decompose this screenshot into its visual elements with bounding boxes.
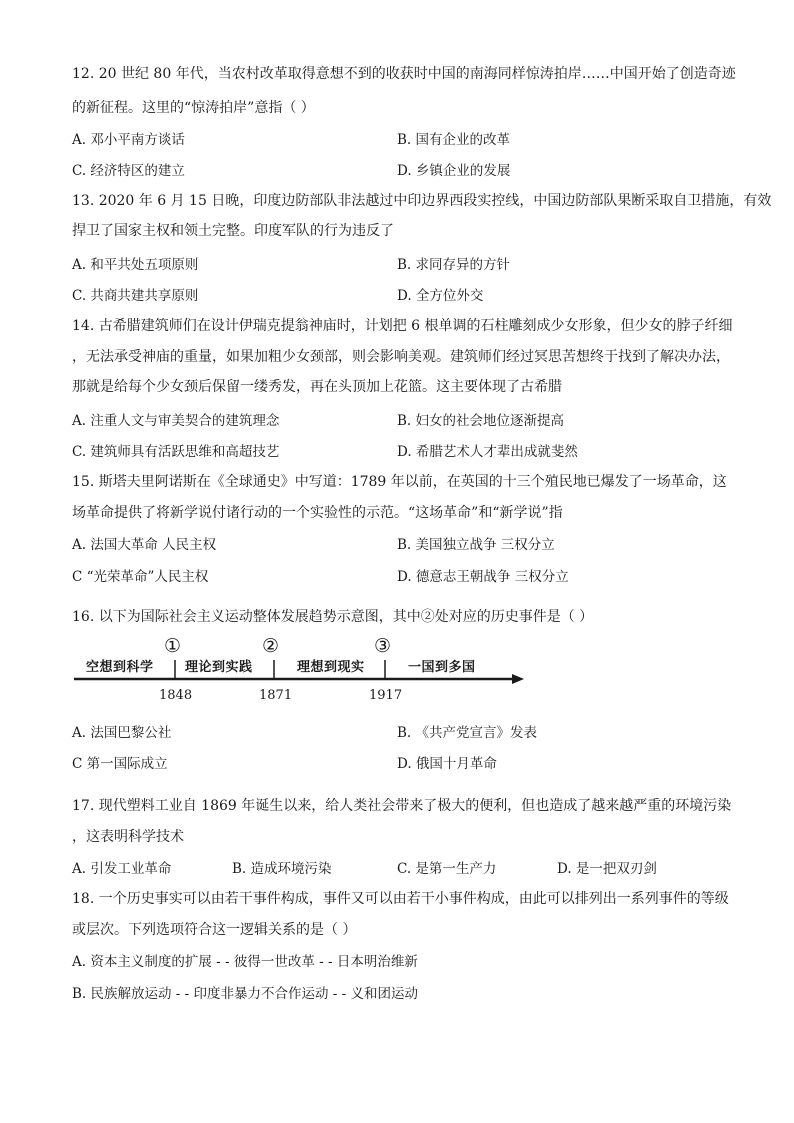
q16-stem-line1: 16. 以下为国际社会主义运动整体发展趋势示意图，其中②处对应的历史事件是（ ） [72, 609, 594, 625]
q12-option-c[interactable]: C. 经济特区的建立 [72, 163, 185, 179]
q12-stem-line2: 的新征程。这里的“惊涛拍岸”意指（ ） [72, 100, 315, 116]
q13-option-b[interactable]: B. 求同存异的方针 [397, 257, 511, 273]
q15-stem-line2: 场革命提供了将新学说付诸行动的一个实验性的示范。“这场革命”和“新学说”指 [72, 505, 563, 521]
q14-stem-line3: 那就是给每个少女颈后保留一缕秀发，再在头顶加上花篮。这主要体现了古希腊 [72, 379, 562, 395]
q18-option-b[interactable]: B. 民族解放运动 - - 印度非暴力不合作运动 - - 义和团运动 [72, 986, 418, 1002]
q18-stem-line1: 18. 一个历史事实可以由若干事件构成，事件又可以由若干小事件构成，由此可以排列出一系列事件的等级 [72, 891, 729, 907]
q14-option-c[interactable]: C. 建筑师具有活跃思维和高超技艺 [72, 444, 280, 460]
q18-stem-line2: 或层次。下列选项符合这一逻辑关系的是（ ） [72, 922, 357, 938]
q13-stem-line2: 捍卫了国家主权和领土完整。印度军队的行为违反了 [72, 223, 394, 239]
q15-option-d[interactable]: D. 德意志王朝战争 三权分立 [397, 569, 569, 585]
timeline-year-2: 1871 [259, 688, 293, 703]
timeline-arrowhead [512, 674, 524, 684]
q13-option-a[interactable]: A. 和平共处五项原则 [72, 257, 199, 273]
timeline-marker-1: ① [164, 635, 182, 657]
q15-option-b[interactable]: B. 美国独立战争 三权分立 [397, 537, 555, 553]
q13-stem-line1: 13. 2020 年 6 月 15 日晚，印度边防部队非法越过中印边界西段实控线，中国边防部队果断采取自卫措施，有效 [72, 193, 772, 209]
q14-option-a[interactable]: A. 注重人文与审美契合的建筑理念 [72, 413, 280, 429]
timeline-marker-2: ② [262, 635, 280, 657]
q17-stem-line1: 17. 现代塑料工业自 1869 年诞生以来，给人类社会带来了极大的便利，但也造成了越来越严重的环境污染 [72, 798, 732, 814]
q12-stem-line1: 12. 20 世纪 80 年代，当农村改革取得意想不到的收获时中国的南海同样惊涛拍岸……中国开始了创造奇迹 [72, 66, 736, 82]
q17-option-a[interactable]: A. 引发工业革命 [72, 861, 172, 877]
timeline-year-3: 1917 [369, 688, 403, 703]
q14-option-d[interactable]: D. 希腊艺术人才辈出成就斐然 [397, 444, 578, 460]
timeline-segment-1: 空想到科学 [86, 660, 154, 675]
q17-option-d[interactable]: D. 是一把双刃剑 [557, 861, 657, 877]
q15-option-a[interactable]: A. 法国大革命 人民主权 [72, 537, 217, 553]
q15-stem-line1: 15. 斯塔夫里阿诺斯在《全球通史》中写道：1789 年以前，在英国的十三个殖民地已爆发了一场革命，这 [72, 474, 727, 490]
timeline-diagram [72, 636, 532, 706]
q13-option-d[interactable]: D. 全方位外交 [397, 288, 484, 304]
timeline-segment-2: 理论到实践 [185, 660, 253, 675]
q12-option-a[interactable]: A. 邓小平南方谈话 [72, 132, 185, 148]
timeline-year-1: 1848 [159, 688, 193, 703]
timeline-segment-4: 一国到多国 [408, 660, 476, 675]
q17-option-c[interactable]: C. 是第一生产力 [397, 861, 497, 877]
q16-option-b[interactable]: B. 《共产党宣言》发表 [397, 725, 538, 741]
timeline-marker-3: ③ [374, 635, 392, 657]
q18-option-a[interactable]: A. 资本主义制度的扩展 - - 彼得一世改革 - - 日本明治维新 [72, 954, 418, 970]
q16-option-d[interactable]: D. 俄国十月革命 [397, 756, 497, 772]
timeline-segment-3: 理想到现实 [297, 660, 365, 675]
q16-option-c[interactable]: C 第一国际成立 [72, 756, 168, 772]
q15-option-c[interactable]: C “光荣革命”人民主权 [72, 569, 209, 585]
q14-option-b[interactable]: B. 妇女的社会地位逐渐提高 [397, 413, 565, 429]
q16-option-a[interactable]: A. 法国巴黎公社 [72, 725, 172, 741]
q17-stem-line2: ，这表明科学技术 [72, 829, 184, 845]
q12-option-d[interactable]: D. 乡镇企业的发展 [397, 163, 511, 179]
q17-option-b[interactable]: B. 造成环境污染 [232, 861, 332, 877]
q14-stem-line2: ，无法承受神庙的重量，如果加粗少女颈部，则会影响美观。建筑师们经过冥思苦想终于找到了解决办法， [72, 349, 730, 365]
q14-stem-line1: 14. 古希腊建筑师们在设计伊瑞克提翁神庙时，计划把 6 根单调的石柱雕刻成少女形象，但少女的脖子纤细 [72, 318, 733, 334]
q13-option-c[interactable]: C. 共商共建共享原则 [72, 288, 199, 304]
q12-option-b[interactable]: B. 国有企业的改革 [397, 132, 511, 148]
